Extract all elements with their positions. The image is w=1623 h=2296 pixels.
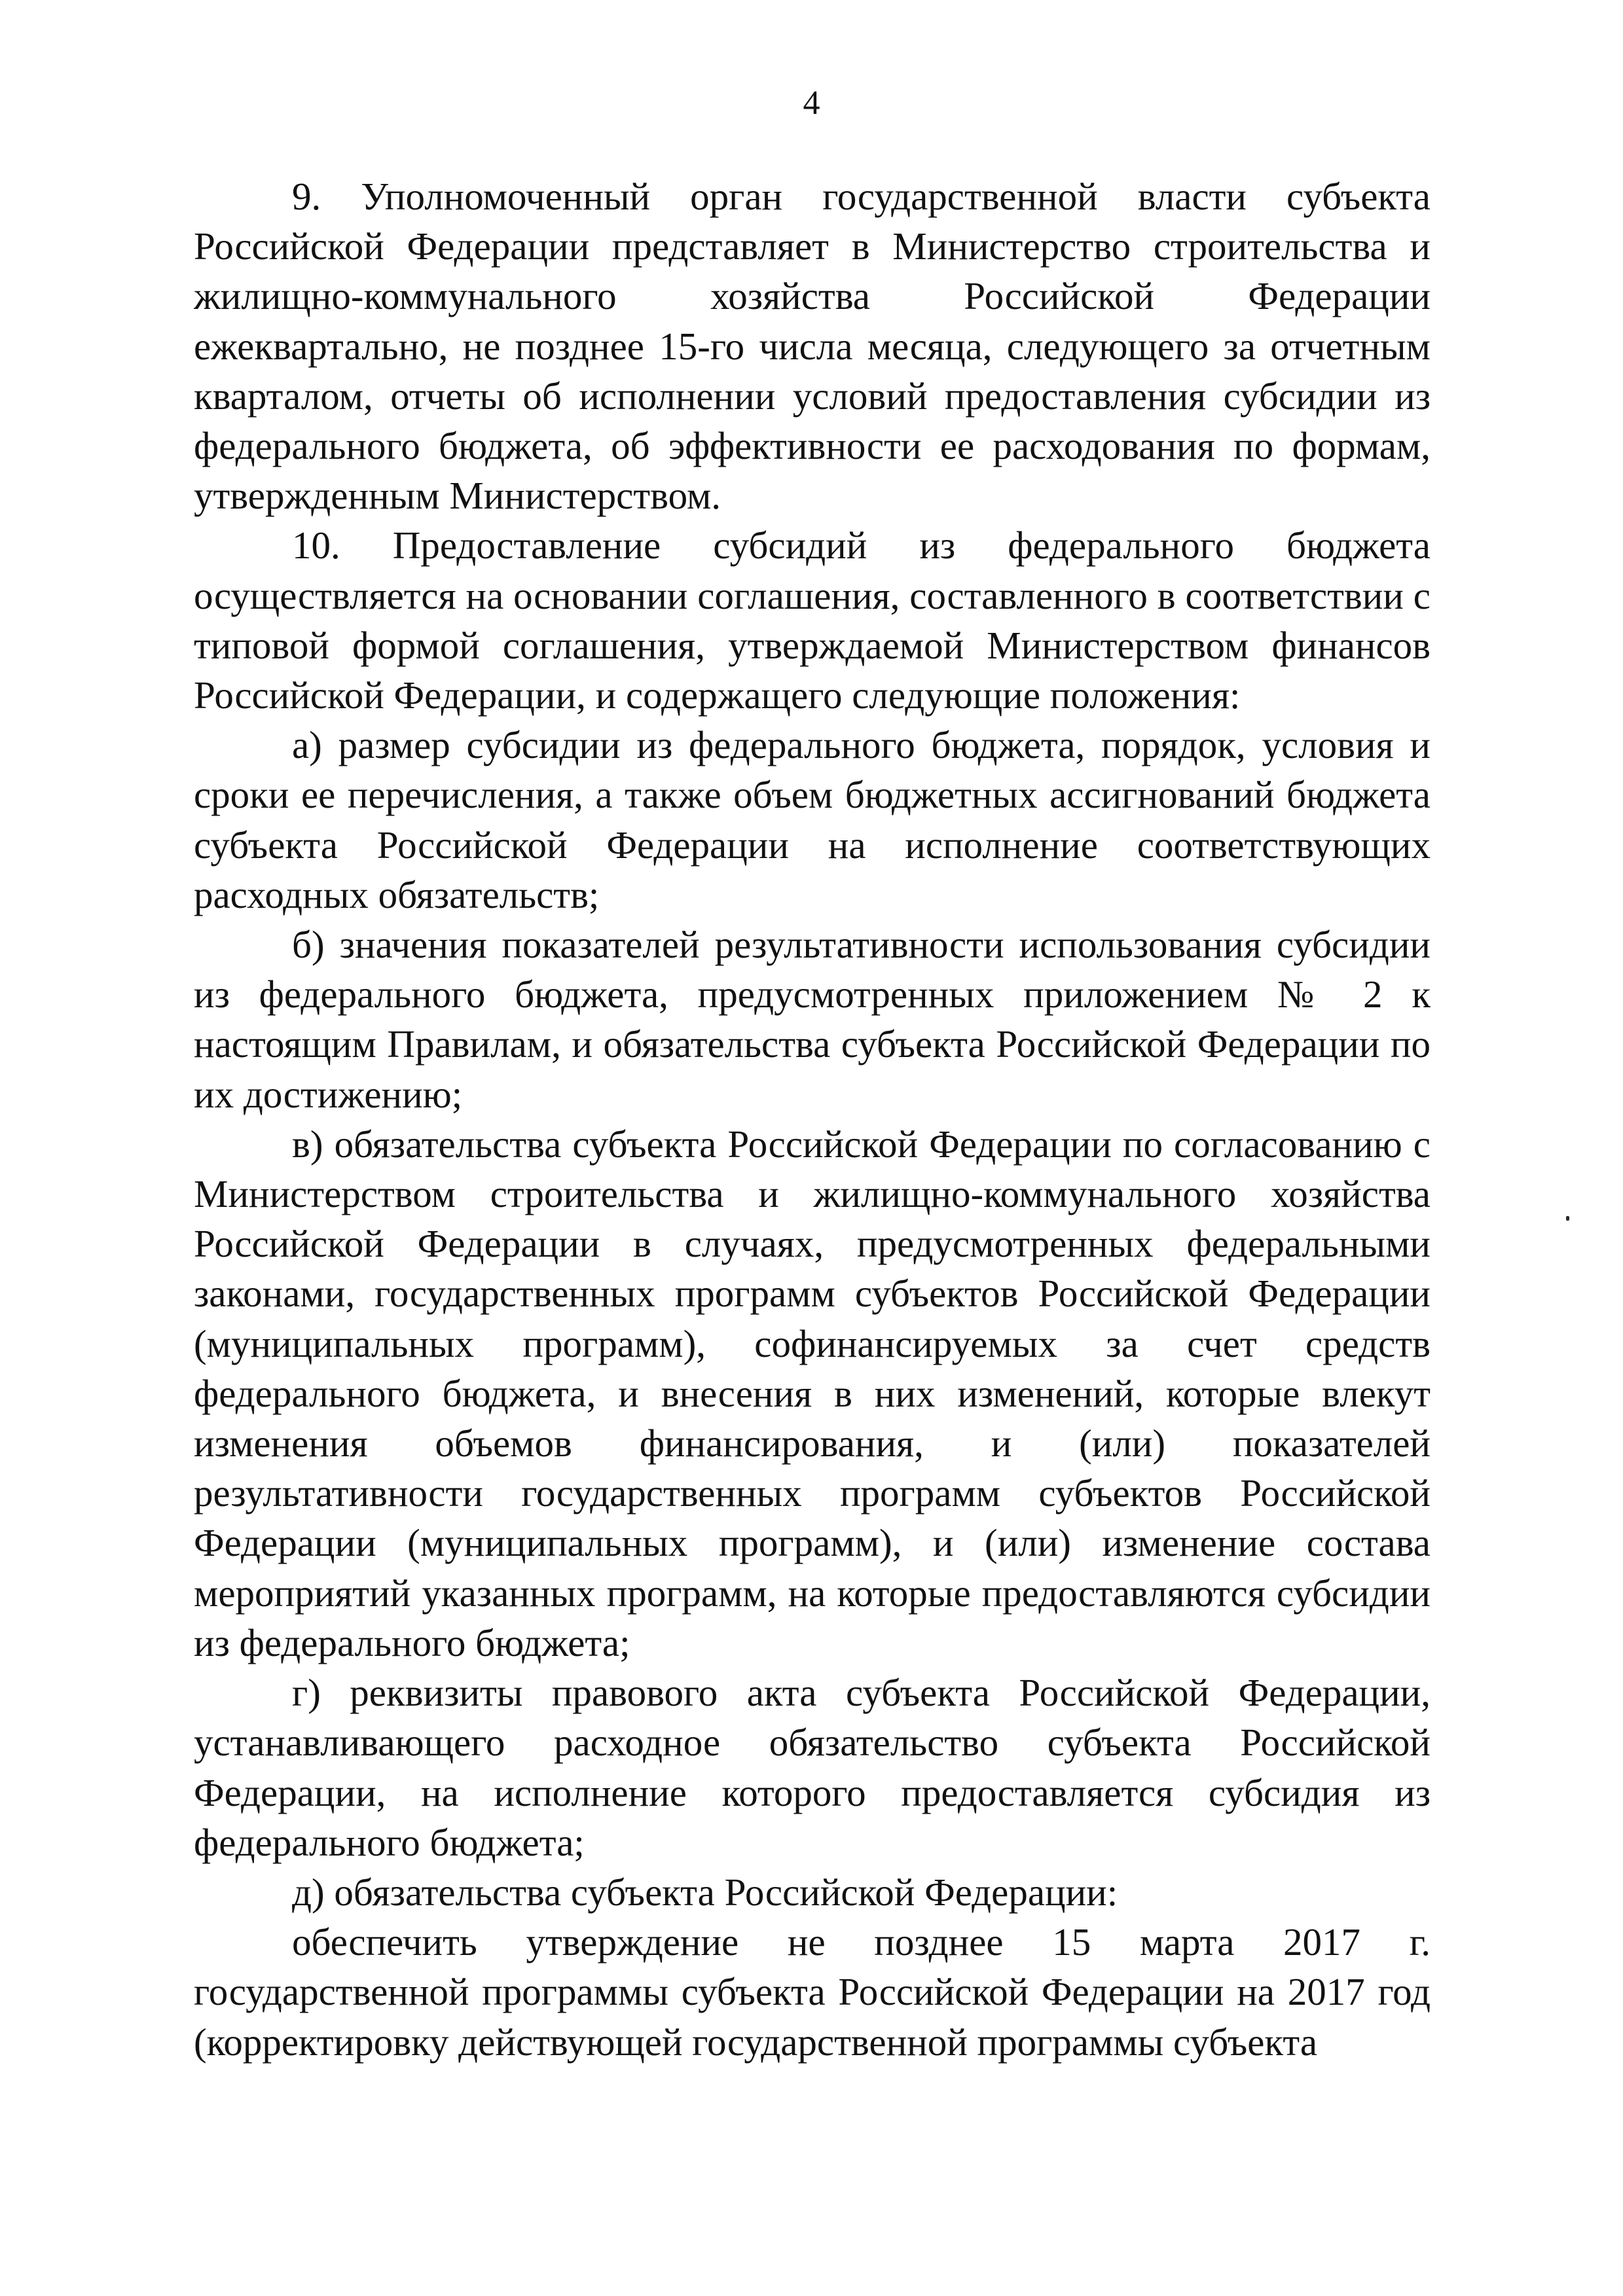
- page-number: 4: [803, 84, 820, 122]
- paragraph-10-agreement-basis: 10. Предоставление субсидий из федерального бюджета осуществляется на основании соглашения, составленного в соответствии с типовой формой соглашения, утверждаемой Министерством финансов Российской Федерации, и содержащего следующие положения:: [194, 524, 1431, 717]
- item-a-subsidy-size: а) размер субсидии из федерального бюджета, порядок, условия и сроки ее перечисления, а также объем бюджетных ассигнований бюджета субъекта Российской Федерации на исполнение соответствующих расходных обязательств;: [194, 723, 1431, 916]
- scan-speck: [1566, 1216, 1569, 1221]
- obligation-program-approval-deadline: обеспечить утверждение не позднее 15 марта 2017 г. государственной программы субъекта Российской Федерации на 2017 год (корректировку действующей государственной программы субъекта: [194, 1920, 1431, 2064]
- item-b-performance-indicators: б) значения показателей результативности использования субсидии из федерального бюджета, предусмотренных приложением № 2 к настоящим Правилам, и обязательства субъекта Российской Федерации по их достижению;: [194, 923, 1431, 1116]
- document-body: [194, 171, 1431, 2067]
- paragraph-9-report-requirements: 9. Уполномоченный орган государственной власти субъекта Российской Федерации представляет в Министерство строительства и жилищно-коммунального хозяйства Российской Федерации ежеквартально, не позднее 15-го числа месяца, следующего за отчетным кварталом, отчеты об исполнении условий предоставления субсидии из федерального бюджета, об эффективности ее расходования по формам, утвержденным Министерством.: [194, 175, 1431, 518]
- item-g-legal-act-details: г) реквизиты правового акта субъекта Российской Федерации, устанавливающего расходное обязательство субъекта Российской Федерации, на исполнение которого предоставляется субсидия из федерального бюджета;: [194, 1671, 1431, 1864]
- item-v-program-approval-obligations: в) обязательства субъекта Российской Федерации по согласованию с Министерством строительства и жилищно-коммунального хозяйства Российской Федерации в случаях, предусмотренных федеральными законами, государственных программ субъектов Российской Федерации (муниципальных программ), софинансируемых за счет средств федерального бюджета, и внесения в них изменений, которые влекут изменения объемов финансирования, и (или) показателей результативности государственных программ субъектов Российской Федерации (муниципальных программ), и (или) изменение состава мероприятий указанных программ, на которые предоставляются субсидии из федерального бюджета;: [194, 1122, 1431, 1664]
- item-d-obligations-heading: д) обязательства субъекта Российской Федерации:: [292, 1870, 1118, 1914]
